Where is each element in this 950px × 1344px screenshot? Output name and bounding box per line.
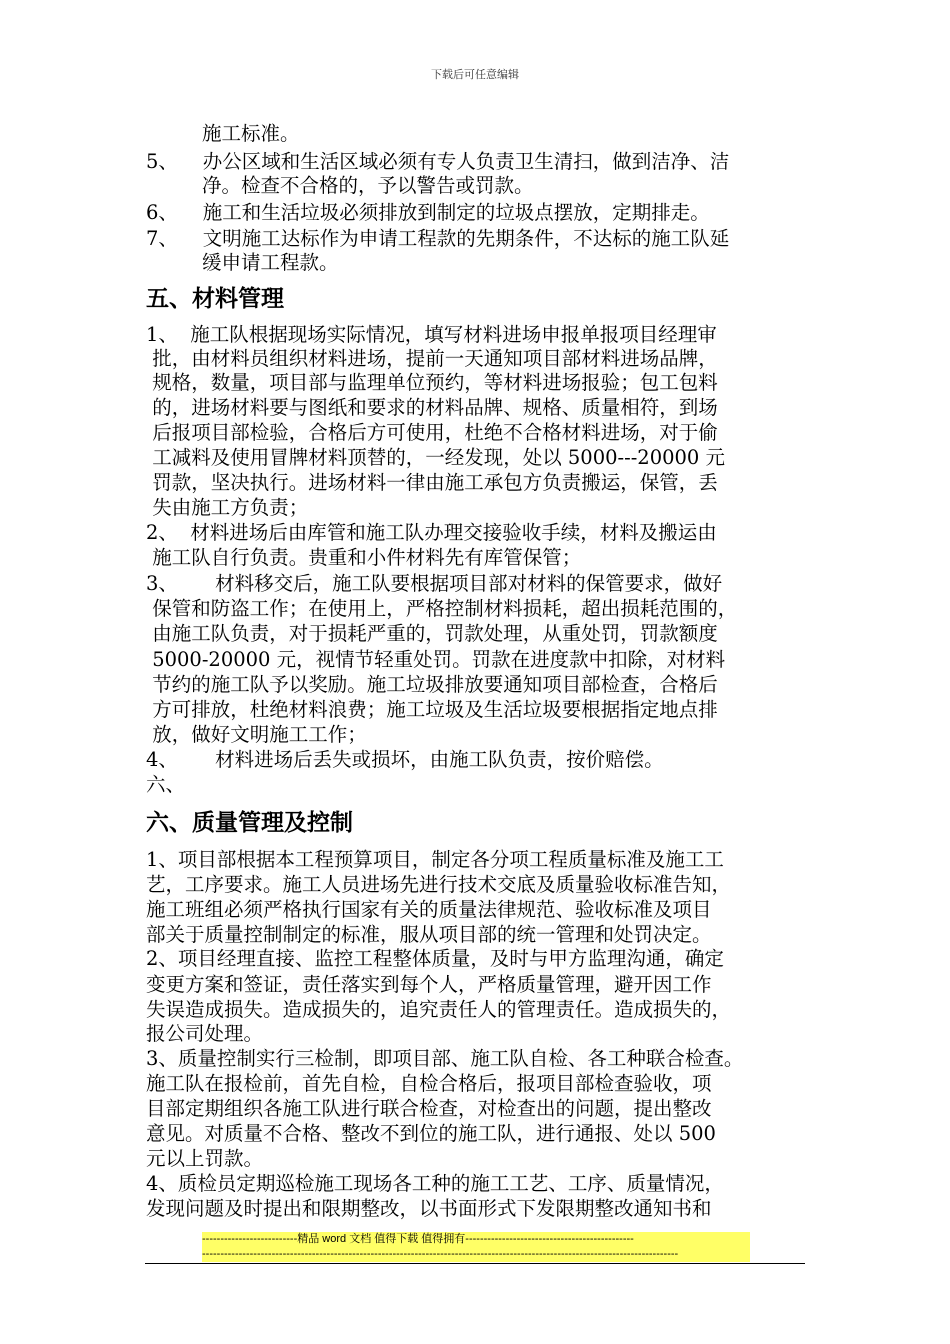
text-line: 施工班组必须严格执行国家有关的质量法律规范、验收标准及项目 [146, 898, 712, 921]
text-line: 意见。对质量不合格、整改不到位的施工队，进行通报、处以 500 [146, 1122, 716, 1145]
text-line: 节约的施工队予以奖励。施工垃圾排放要通知项目部检查，合格后 [146, 673, 718, 696]
text-line: 1、项目部根据本工程预算项目，制定各分项工程质量标准及施工工 [146, 848, 724, 871]
text-line: 目部定期组织各施工队进行联合检查，对检查出的问题，提出整改 [146, 1097, 712, 1120]
footer-banner [202, 1232, 750, 1262]
text-line: 失误造成损失。造成损失的，追究责任人的管理责任。造成损失的， [146, 998, 732, 1021]
text-line: 艺，工序要求。施工人员进场先进行技术交底及质量验收标准告知， [146, 873, 732, 896]
footer-banner-line: --------------------------精品 word 文档 值得下载 值得拥有---------------------------------------------- [202, 1233, 634, 1245]
text-line: 3、 材料移交后，施工队要根据项目部对材料的保管要求，做好 [146, 572, 723, 595]
text-line: 4、 材料进场后丢失或损坏，由施工队负责，按价赔偿。 [146, 748, 664, 771]
text-line: 施工队在报检前，首先自检，自检合格后，报项目部检查验收，项 [146, 1072, 712, 1095]
text-line: 由施工队负责，对于损耗严重的，罚款处理，从重处罚，罚款额度 [146, 622, 718, 645]
text-line: 1、 施工队根据现场实际情况，填写材料进场申报单报项目经理审 [146, 323, 717, 346]
text-line: 7、 文明施工达标作为申请工程款的先期条件，不达标的施工队延 [146, 227, 730, 250]
text-line: 变更方案和签证，责任落实到每个人，严格质量管理，避开因工作 [146, 973, 712, 996]
text-line: 后报项目部检验，合格后方可使用，杜绝不合格材料进场，对于偷 [146, 421, 718, 444]
text-line: 施工标准。 [202, 122, 300, 145]
text-line: 净。检查不合格的，予以警告或罚款。 [202, 174, 534, 197]
text-line: 4、质检员定期巡检施工现场各工种的施工工艺、工序、质量情况， [146, 1172, 724, 1195]
text-line: 规格，数量，项目部与监理单位预约，等材料进场报验；包工包料 [146, 371, 718, 394]
footer-banner-line: ---------------------------------------------------------------------------------------------------------------------------------- [202, 1248, 679, 1260]
section-heading-quality: 六、质量管理及控制 [146, 810, 353, 836]
text-line: 报公司处理。 [146, 1022, 264, 1045]
text-line: 放，做好文明施工工作； [146, 723, 367, 746]
text-line: 施工队自行负责。贵重和小件材料先有库管保管； [146, 546, 582, 569]
text-line: 元以上罚款。 [146, 1147, 264, 1170]
text-line: 批，由材料员组织材料进场，提前一天通知项目部材料进场品牌， [146, 347, 718, 370]
text-line: 3、质量控制实行三检制，即项目部、施工队自检、各工种联合检查。 [146, 1047, 744, 1070]
text-line: 部关于质量控制制定的标准，服从项目部的统一管理和处罚决定。 [146, 923, 712, 946]
text-line: 工减料及使用冒牌材料顶替的，一经发现，处以 5000---20000 元 [146, 446, 726, 469]
text-line: 方可排放，杜绝材料浪费；施工垃圾及生活垃圾要根据指定地点排 [146, 698, 718, 721]
text-line: 发现问题及时提出和限期整改，以书面形式下发限期整改通知书和 [146, 1197, 712, 1220]
section-heading-materials: 五、材料管理 [146, 286, 284, 312]
text-line: 2、 材料进场后由库管和施工队办理交接验收手续，材料及搬运由 [146, 521, 717, 544]
text-line: 5、 办公区域和生活区域必须有专人负责卫生清扫，做到洁净、洁 [146, 150, 730, 173]
text-line: 2、项目经理直接、监控工程整体质量，及时与甲方监理沟通，确定 [146, 947, 724, 970]
text-line: 失由施工方负责； [146, 496, 309, 519]
text-line: 的，进场材料要与图纸和要求的材料品牌、规格、质量相符，到场 [146, 396, 718, 419]
text-line: 罚款，坚决执行。进场材料一律由施工承包方负责搬运，保管，丢 [146, 471, 718, 494]
page-header-note: 下载后可任意编辑 [431, 68, 519, 81]
text-line: 6、 施工和生活垃圾必须排放到制定的垃圾点摆放，定期排走。 [146, 201, 710, 224]
text-line: 缓申请工程款。 [202, 251, 339, 274]
text-line: 六、 [146, 773, 186, 796]
text-line: 保管和防盗工作；在使用上，严格控制材料损耗，超出损耗范围的， [146, 597, 738, 620]
text-line: 5000-20000 元，视情节轻重处罚。罚款在进度款中扣除，对材料 [146, 648, 726, 671]
footer-divider [145, 1263, 805, 1264]
